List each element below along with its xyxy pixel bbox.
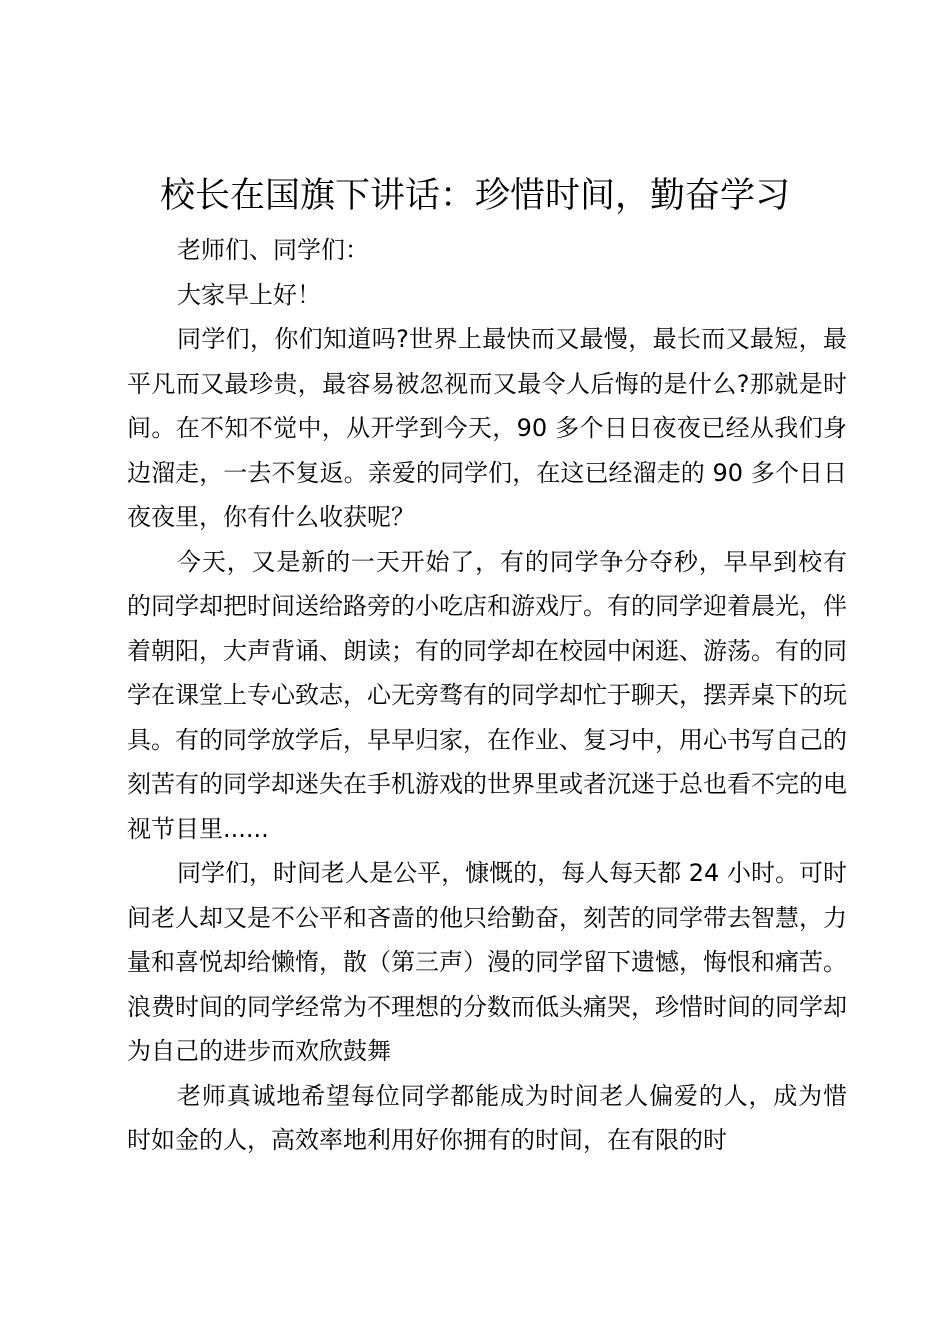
paragraph-time-question: 同学们，你们知道吗?世界上最快而又最慢，最长而又最短，最平凡而又最珍贵，最容易被忽视而又最令人后悔的是什么?那就是时间。在不知不觉中，从开学到今天，90 多个日日夜夜已经从我们身边溜走，一去不复返。亲爱的同学们，在这已经溜走的 90 多个日日夜夜里，你有什么收获呢？: [127, 325, 847, 531]
paragraph-time-fairness: 同学们，时间老人是公平，慷慨的，每人每天都 24 小时。可时间老人却又是不公平和吝啬的他只给勤奋，刻苦的同学带去智慧，力量和喜悦却给懒惰，散（第三声）漫的同学留下遗憾，悔恨和痛苦。浪费时间的同学经常为不理想的分数而低头痛哭，珍惜时间的同学却为自己的进步而欢欣鼓舞: [127, 859, 847, 1065]
paragraph-teacher-hope: 老师真诚地希望每位同学都能成为时间老人偏爱的人，成为惜时如金的人，高效率地利用好你拥有的时间，在有限的时: [127, 1081, 847, 1154]
paragraph-greeting: 大家早上好！: [177, 280, 321, 309]
paragraph-salutation: 老师们、同学们：: [177, 236, 369, 264]
document-title: 校长在国旗下讲话：珍惜时间，勤奋学习: [159, 176, 790, 216]
document-body: [127, 228, 847, 1163]
paragraph-new-day: 今天，又是新的一天开始了，有的同学争分夺秒，早早到校有的同学却把时间送给路旁的小吃店和游戏厅。有的同学迎着晨光，伴着朝阳，大声背诵、朗读；有的同学却在校园中闲逛、游荡。有的同学在课堂上专心致志，心无旁骛有的同学却忙于聊天，摆弄桌下的玩具。有的同学放学后，早早归家，在作业、复习中，用心书写自己的刻苦有的同学却迷失在手机游戏的世界里或者沉迷于总也看不完的电视节目里......: [127, 547, 847, 843]
